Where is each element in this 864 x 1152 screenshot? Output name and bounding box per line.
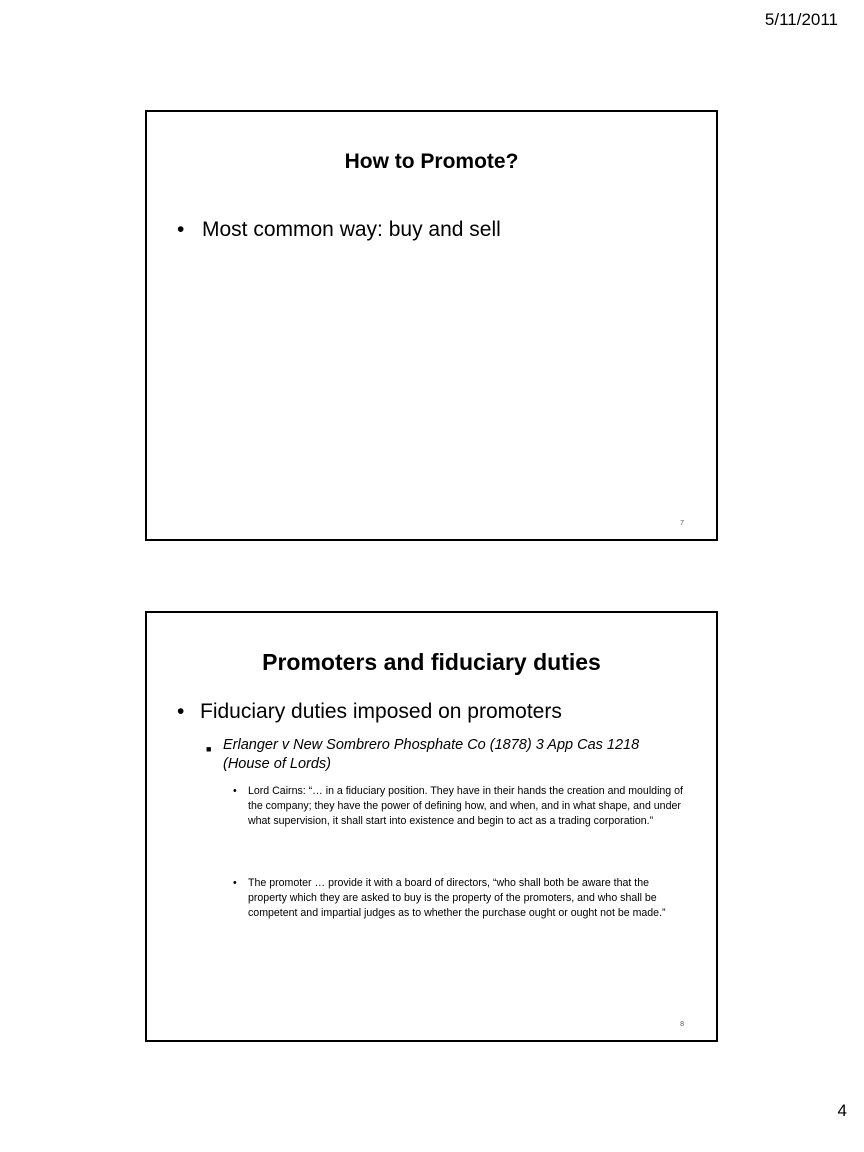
bullet-icon: • bbox=[233, 877, 237, 889]
slide-number: 8 bbox=[680, 1021, 684, 1028]
bullet-icon: • bbox=[233, 785, 237, 797]
slide-title: Promoters and fiduciary duties bbox=[262, 649, 601, 675]
quote-text: Lord Cairns: “… in a fiduciary position. They have in their hands the creation and moulding of the company; they have the power of defining how, and when, and in what shape, and under what supervision, it shall start into existence and begin to act as a trading corporation.” bbox=[248, 785, 683, 827]
quote-text: The promoter … provide it with a board of directors, “who shall both be aware that the property which they are asked to buy is the property of the promoters, and who shall be competent and impartial judges as to whether the purchase ought or ought not be made.” bbox=[248, 877, 666, 919]
quote-item bbox=[233, 876, 686, 921]
bullet-text: Most common way: buy and sell bbox=[202, 218, 501, 241]
slide-7 bbox=[145, 110, 718, 541]
slide-number: 7 bbox=[680, 520, 684, 527]
bullet-icon: • bbox=[177, 700, 185, 723]
bullet-item bbox=[177, 700, 696, 724]
bullet-icon: • bbox=[177, 218, 185, 241]
slide-title: How to Promote? bbox=[344, 150, 519, 173]
bullet-item bbox=[177, 218, 696, 242]
slide-8 bbox=[145, 611, 718, 1042]
case-citation: Erlanger v New Sombrero Phosphate Co (1878) 3 App Cas 1218 (House of Lords) bbox=[223, 737, 640, 772]
bullet-text: Fiduciary duties imposed on promoters bbox=[200, 700, 562, 723]
page-date: 5/11/2011 bbox=[764, 10, 838, 29]
quote-item bbox=[233, 784, 686, 829]
sub-bullet-item bbox=[206, 736, 686, 774]
page-number: 4 bbox=[837, 1101, 847, 1120]
square-bullet-icon: ■ bbox=[206, 744, 212, 754]
